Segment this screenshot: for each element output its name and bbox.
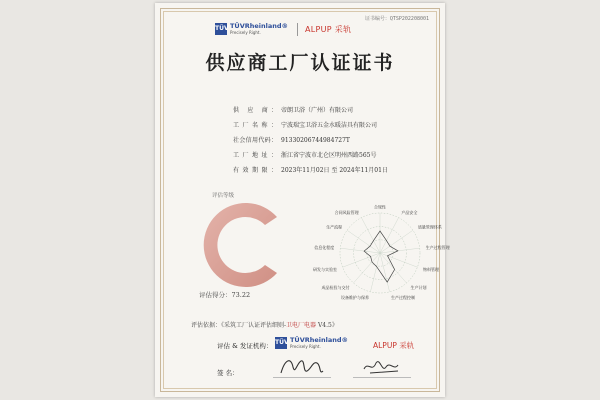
radar-label: 生产过程管理	[425, 245, 450, 250]
grade-label: 评估等级	[212, 193, 235, 199]
radar-label: 研发与实验室	[313, 266, 337, 272]
tuv-tagline: Precisely Right.	[290, 344, 321, 349]
info-row-address	[233, 150, 376, 159]
signature-line	[353, 377, 411, 378]
radar-spoke	[380, 253, 417, 267]
tuv-logo-text: TÜVRheinland®	[230, 22, 289, 30]
signature-label: 签 名：	[217, 369, 239, 377]
info-label: 供 应 商：	[233, 107, 277, 114]
info-row-supplier	[233, 105, 353, 114]
info-value: 2023年11月02日 至 2024年11月01日	[281, 167, 388, 174]
evaluation-radar-chart	[250, 198, 450, 308]
info-value: 浙江省宁波市北仑区明州西路565号	[281, 152, 377, 159]
standard-suffix: V4.5》	[317, 322, 338, 329]
radar-spoke	[380, 253, 390, 292]
radar-label: 信息化程度	[314, 245, 335, 250]
tuv-logo-icon: TÜV	[275, 337, 287, 349]
radar-label: 物料管理	[423, 266, 439, 272]
evaluator-alpup-logo: ALPUP 采轨	[373, 341, 415, 350]
radar-label: 生产过程控制	[391, 295, 415, 301]
alpup-logo-text: ALPUP 采轨	[305, 25, 352, 34]
info-value: 宁波瑞宝卫浴五金水暖洁具有限公司	[281, 122, 378, 129]
evaluator-label: 评估 & 发证机构：	[217, 342, 273, 350]
radar-label: 产品安全	[401, 209, 418, 215]
info-label: 工厂名称：	[233, 122, 277, 129]
logo-divider	[297, 23, 298, 36]
radar-spoke	[370, 253, 380, 292]
info-value: 91330206744984727T	[281, 137, 350, 144]
info-row-validity	[233, 165, 388, 174]
info-row-credit-code	[233, 135, 350, 144]
standard-highlight: 卫电厂电器	[286, 322, 317, 329]
score-label: 评估得分：	[199, 291, 232, 299]
info-label: 有效期限：	[233, 167, 277, 174]
info-label: 工厂地址：	[233, 152, 277, 159]
certificate	[155, 3, 450, 397]
standard-prefix: 评估依据：《采筑工厂认证评估细则-	[191, 322, 287, 329]
radar-label: 合规性	[374, 204, 386, 210]
radar-label: 生产计划	[410, 284, 427, 290]
score-value: 73.22	[231, 291, 251, 299]
tuv-tagline: Precisely Right.	[230, 30, 261, 35]
info-label: 社会信用代码：	[233, 137, 277, 144]
radar-label: 合同风险管理	[334, 209, 359, 215]
radar-label: 设备维护与保养	[341, 295, 369, 301]
evaluation-standard	[191, 320, 338, 329]
header-logos	[215, 22, 415, 38]
signature-2	[360, 355, 405, 379]
radar-label: 生产流程	[326, 224, 343, 230]
radar-label: 成品检验与交付	[321, 284, 350, 290]
radar-spoke	[353, 253, 380, 283]
certificate-number: 证书编号：QTSP202208001	[364, 16, 429, 22]
evaluator-tuv-logo	[275, 336, 349, 352]
signature-line	[273, 377, 331, 378]
tuv-logo-icon: TÜV	[215, 23, 227, 35]
tuv-logo-text: TÜVRheinland®	[290, 336, 349, 344]
info-value: 帝朗卫浴（广州）有限公司	[281, 107, 354, 114]
radar-spoke	[343, 253, 380, 267]
radar-spoke	[380, 253, 407, 283]
radar-label: 质量管理体系	[417, 224, 442, 230]
certificate-title: 供应商工厂认证证书	[205, 52, 395, 74]
info-row-factory	[233, 120, 377, 129]
score	[199, 290, 250, 299]
